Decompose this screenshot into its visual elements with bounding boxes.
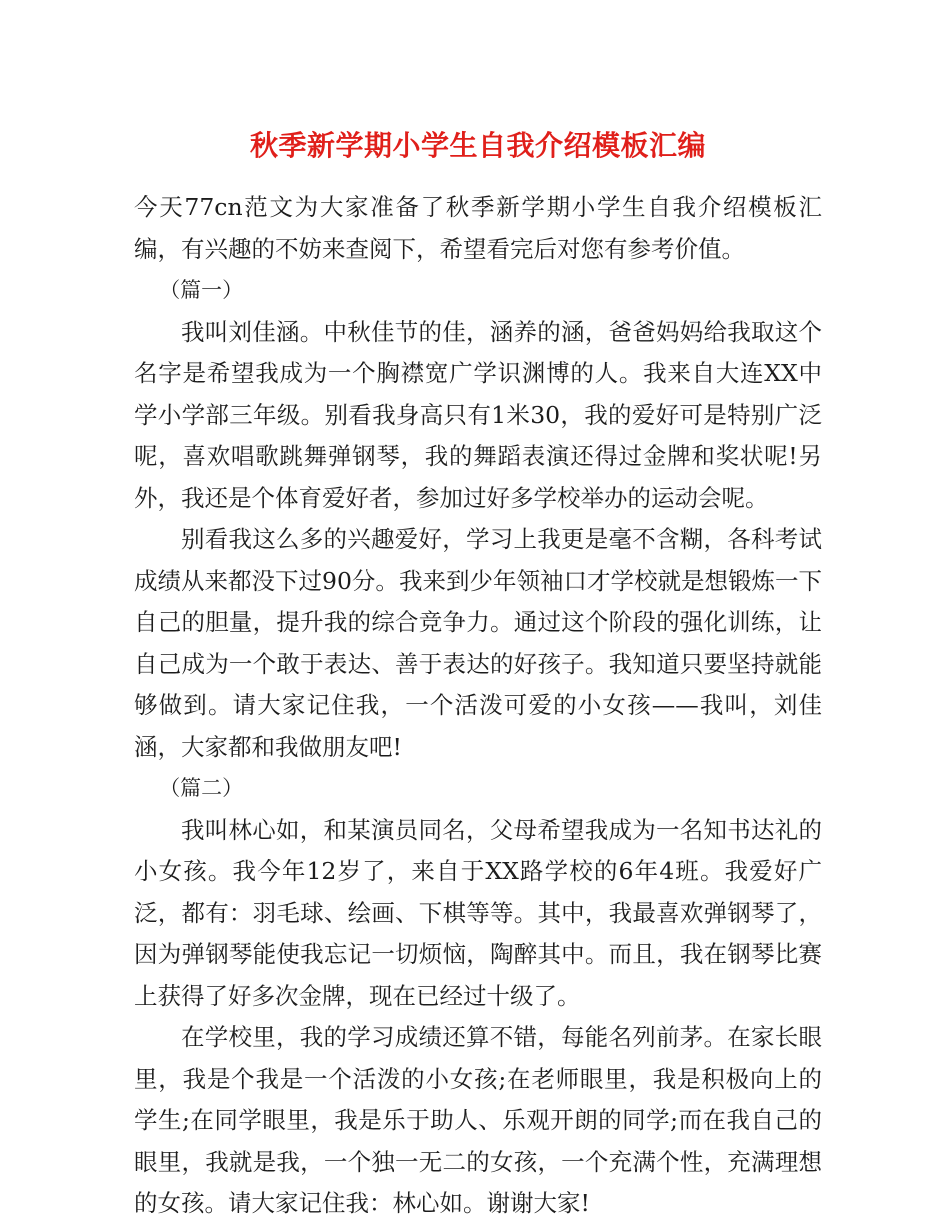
section-marker-1: （篇一） — [159, 278, 244, 302]
document-body — [134, 187, 822, 1225]
section-1-paragraph-1: 我叫刘佳涵。中秋佳节的佳，涵养的涵，爸爸妈妈给我取这个名字是希望我成为一个胸襟宽广学识渊博的人。我来自大连XX中学小学部三年级。别看我身高只有1米30，我的爱好可是特别广泛呢，喜欢唱歌跳舞弹钢琴，我的舞蹈表演还得过金牌和奖状呢!另外，我还是个体育爱好者，参加过好多学校举办的运动会呢。 — [134, 317, 822, 512]
document-content — [134, 0, 822, 1225]
section-2-paragraph-1: 我叫林心如，和某演员同名，父母希望我成为一名知书达礼的小女孩。我今年12岁了，来自于XX路学校的6年4班。我爱好广泛，都有：羽毛球、绘画、下棋等等。其中，我最喜欢弹钢琴了，因为弹钢琴能使我忘记一切烦恼，陶醉其中。而且，我在钢琴比赛上获得了好多次金牌，现在已经过十级了。 — [134, 815, 822, 1010]
section-1-paragraph-2: 别看我这么多的兴趣爱好，学习上我更是毫不含糊，各科考试成绩从来都没下过90分。我来到少年领袖口才学校就是想锻炼一下自己的胆量，提升我的综合竞争力。通过这个阶段的强化训练，让自己成为一个敢于表达、善于表达的好孩子。我知道只要坚持就能够做到。请大家记住我，一个活泼可爱的小女孩——我叫，刘佳涵，大家都和我做朋友吧! — [134, 525, 822, 761]
section-marker-2: （篇二） — [159, 776, 244, 800]
page-title: 秋季新学期小学生自我介绍模板汇编 — [249, 129, 706, 162]
intro-paragraph: 今天77cn范文为大家准备了秋季新学期小学生自我介绍模板汇编，有兴趣的不妨来查阅下，希望看完后对您有参考价值。 — [134, 193, 822, 263]
section-2-paragraph-2: 在学校里，我的学习成绩还算不错，每能名列前茅。在家长眼里，我是个我是一个活泼的小女孩;在老师眼里，我是积极向上的学生;在同学眼里，我是乐于助人、乐观开朗的同学;而在我自己的眼里，我就是我，一个独一无二的女孩，一个充满个性，充满理想的女孩。请大家记住我：林心如。谢谢大家! — [134, 1023, 822, 1217]
